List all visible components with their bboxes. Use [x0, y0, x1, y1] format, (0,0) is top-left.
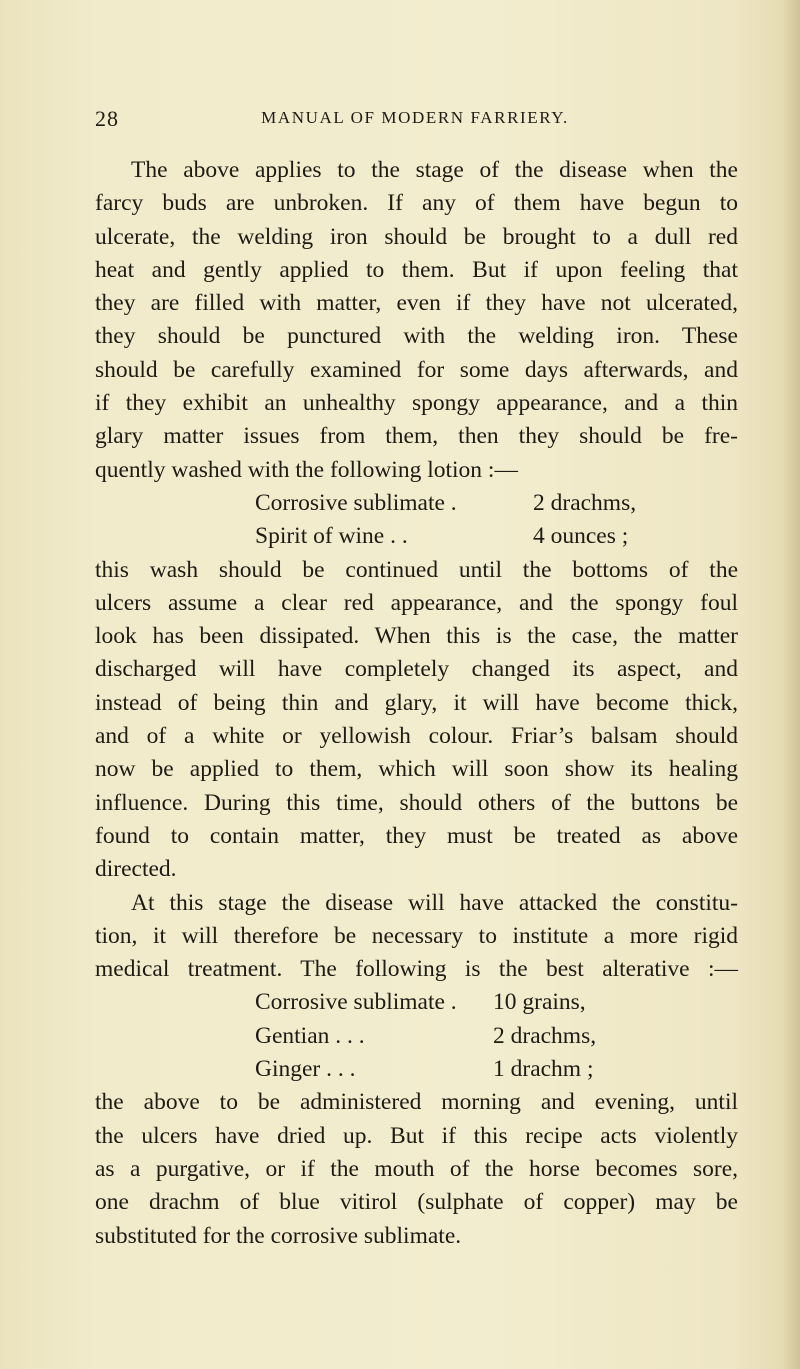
text-line: look has been dissipated. When this is the case, the matter [95, 623, 738, 650]
text-line: should be carefully examined for some days afterwards, and [95, 356, 738, 383]
recipe-row [95, 986, 738, 1019]
ingredient-name: Gentian . . . [255, 1022, 365, 1049]
paragraph [95, 887, 738, 987]
ingredient-name: Ginger . . . [255, 1056, 356, 1083]
recipe-row [95, 487, 738, 520]
running-head: MANUAL OF MODERN FARRIERY. [261, 108, 569, 127]
recipe-row [95, 1020, 738, 1053]
text-line: influence. During this time, should others of the buttons be [95, 789, 738, 816]
text-line: ulcers assume a clear red appearance, and the spongy foul [95, 589, 738, 616]
ingredient-name: Spirit of wine . . [255, 523, 408, 550]
recipe-list [95, 986, 738, 1086]
text-line: discharged will have completely changed its aspect, and [95, 656, 738, 683]
text-line: ulcerate, the welding iron should be brought to a dull red [95, 223, 738, 250]
text-line: as a purgative, or if the mouth of the horse becomes sore, [95, 1155, 738, 1182]
text-line: heat and gently applied to them. But if upon feeling that [95, 256, 738, 283]
ingredient-quantity: 2 drachms, [493, 1022, 597, 1049]
paragraph [95, 554, 738, 887]
recipe-row [95, 520, 738, 553]
text-line: The above applies to the stage of the disease when the [131, 157, 738, 183]
text-line: instead of being thin and glary, it will have become thick, [95, 689, 738, 716]
ingredient-quantity: 4 ounces ; [533, 523, 629, 550]
ingredient-name: Corrosive sublimate . [255, 989, 457, 1016]
text-line: farcy buds are unbroken. If any of them have begun to [95, 190, 738, 217]
recipe-row [95, 1053, 738, 1086]
paragraph [95, 1086, 738, 1252]
text-line: At this stage the disease will have attacked the constitu- [131, 889, 738, 916]
text-line: now be applied to them, which will soon show its healing [95, 756, 738, 783]
text-line: quently washed with the following lotion :— [95, 456, 518, 483]
text-line: the ulcers have dried up. But if this recipe acts violently [95, 1122, 738, 1149]
text-line: found to contain matter, they must be treated as above [95, 822, 738, 849]
paragraph [95, 154, 738, 487]
text-line: the above to be administered morning and evening, until [95, 1089, 738, 1116]
page-edge-shadow [782, 0, 800, 1369]
body-text [95, 154, 738, 1253]
ingredient-quantity: 1 drachm ; [493, 1056, 594, 1083]
text-line: medical treatment. The following is the best alterative :— [95, 956, 738, 983]
ingredient-name: Corrosive sublimate . [255, 489, 457, 516]
page-header [95, 106, 735, 140]
recipe-list [95, 487, 738, 554]
text-line: and of a white or yellowish colour. Friar’s balsam should [95, 723, 738, 750]
text-line: substituted for the corrosive sublimate. [95, 1222, 462, 1249]
text-line: they are filled with matter, even if they have not ulcerated, [95, 290, 738, 317]
text-line: one drachm of blue vitirol (sulphate of copper) may be [95, 1189, 738, 1216]
page-number: 28 [95, 106, 119, 131]
text-line: directed. [95, 856, 177, 883]
text-line: tion, it will therefore be necessary to institute a more rigid [95, 922, 738, 949]
text-line: if they exhibit an unhealthy spongy appearance, and a thin [95, 390, 738, 417]
ingredient-quantity: 2 drachms, [533, 489, 637, 516]
text-line: glary matter issues from them, then they should be fre- [95, 423, 738, 450]
ingredient-quantity: 10 grains, [493, 989, 586, 1016]
text-line: this wash should be continued until the bottoms of the [95, 556, 738, 583]
text-line: they should be punctured with the welding iron. These [95, 323, 738, 350]
